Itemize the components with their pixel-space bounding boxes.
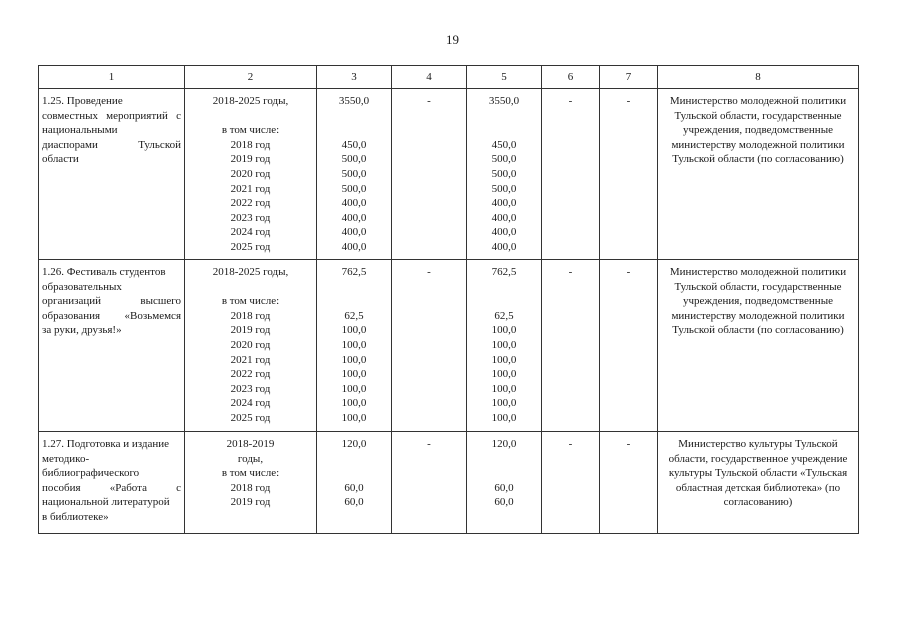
- col3-value: 400,0: [341, 197, 367, 210]
- column-header: 8: [658, 66, 859, 89]
- col3-value: 60,0: [344, 496, 364, 509]
- table-row: [39, 260, 859, 432]
- col5-value: 400,0: [491, 240, 517, 253]
- column-header: 2: [185, 66, 317, 89]
- program-table: [38, 65, 859, 534]
- event-name-cell: [39, 260, 185, 432]
- column-header: 7: [600, 66, 658, 89]
- event-name-line: совместных мероприятий с: [42, 109, 181, 122]
- col3-value: 100,0: [341, 368, 367, 381]
- event-name-line: образовательных: [42, 280, 122, 293]
- col6-cell: [542, 260, 600, 432]
- period-cell: [185, 432, 317, 534]
- header-row: [39, 66, 859, 89]
- col3-total: 120,0: [341, 438, 367, 450]
- year-label: 2018 год: [230, 138, 271, 151]
- col3-total: 3550,0: [338, 95, 370, 107]
- dash-value: -: [427, 266, 431, 278]
- period-cell: [185, 89, 317, 260]
- col7-cell: [600, 89, 658, 260]
- period-subtitle: в том числе:: [221, 467, 280, 480]
- col3-cell: [317, 432, 392, 534]
- col4-cell: [392, 260, 467, 432]
- year-label: 2021 год: [230, 353, 271, 366]
- col3-value: 100,0: [341, 397, 367, 410]
- col3-value: 100,0: [341, 382, 367, 395]
- col3-value: 500,0: [341, 167, 367, 180]
- col3-value: 100,0: [341, 353, 367, 366]
- event-name-line: диаспорами Тульской: [42, 138, 181, 151]
- period-text: годы,: [237, 452, 264, 465]
- year-label: 2019 год: [230, 324, 271, 337]
- event-name-line: библиографического: [42, 467, 140, 480]
- event-name-line: методико-: [42, 452, 90, 465]
- col3-value: 100,0: [341, 411, 367, 424]
- year-label: 2019 год: [230, 496, 271, 509]
- col5-value: 500,0: [491, 167, 517, 180]
- year-label: 2021 год: [230, 182, 271, 195]
- event-name-line: области: [42, 153, 79, 166]
- period-text: 2018-2025 годы,: [212, 266, 289, 278]
- event-name-line: национальной литературой: [42, 496, 170, 509]
- col3-value: 62,5: [344, 309, 364, 322]
- period-text: 2018-2019: [226, 438, 275, 450]
- col5-value: 400,0: [491, 226, 517, 239]
- col3-cell: [317, 260, 392, 432]
- year-label: 2019 год: [230, 153, 271, 166]
- event-name-line: 1.26. Фестиваль студентов: [42, 266, 166, 278]
- executor-text: Министерство молодежной политики Тульской области, государственные учреждения, подведомственные министерству молодежной политики Тульской области (по согласованию): [669, 266, 847, 337]
- year-label: 2024 год: [230, 226, 271, 239]
- dash-value: -: [626, 266, 631, 278]
- executor-text: Министерство молодежной политики Тульской области, государственные учреждения, подведомственные министерству молодежной политики Тульской области (по согласованию): [669, 95, 847, 166]
- year-label: 2025 год: [230, 411, 271, 424]
- col3-value: 100,0: [341, 338, 367, 351]
- dash-value: -: [626, 438, 631, 450]
- col5-value: 60,0: [494, 481, 514, 494]
- event-name-line: в библиотеке»: [42, 510, 109, 523]
- year-label: 2020 год: [230, 338, 271, 351]
- year-label: 2018 год: [230, 481, 271, 494]
- col5-value: 100,0: [491, 368, 517, 381]
- column-header: 6: [542, 66, 600, 89]
- dash-value: -: [568, 438, 573, 450]
- event-name-line: за руки, друзья!»: [42, 324, 122, 337]
- col5-value: 100,0: [491, 338, 517, 351]
- executor-cell: [658, 432, 859, 534]
- event-name-line: национальными: [42, 124, 118, 137]
- col5-value: 100,0: [491, 324, 517, 337]
- table-row: [39, 89, 859, 260]
- event-name-line: образования «Возьмемся: [42, 309, 181, 322]
- col3-value: 100,0: [341, 324, 367, 337]
- column-header: 3: [317, 66, 392, 89]
- col3-value: 450,0: [341, 138, 367, 151]
- dash-value: -: [568, 266, 573, 278]
- col3-value: 500,0: [341, 182, 367, 195]
- event-name-line: пособия «Работа с: [42, 481, 181, 494]
- dash-value: -: [568, 95, 573, 107]
- dash-value: -: [427, 95, 431, 107]
- col7-cell: [600, 260, 658, 432]
- col5-value: 400,0: [491, 197, 517, 210]
- period-text: 2018-2025 годы,: [212, 95, 289, 107]
- col5-value: 62,5: [494, 309, 514, 322]
- event-name-cell: [39, 432, 185, 534]
- col5-total: 3550,0: [488, 95, 520, 107]
- col5-value: 100,0: [491, 353, 517, 366]
- column-header: 1: [39, 66, 185, 89]
- col5-total: 762,5: [491, 266, 517, 278]
- col3-value: 400,0: [341, 226, 367, 239]
- col3-value: 400,0: [341, 211, 367, 224]
- executor-text: Министерство культуры Тульской области, государственное учреждение культуры Тульской области «Тульская областная детская библиотека» (по согласованию): [668, 438, 848, 509]
- year-label: 2022 год: [230, 368, 271, 381]
- page-number: 19: [446, 32, 459, 47]
- col3-total: 762,5: [341, 266, 367, 278]
- col4-cell: [392, 89, 467, 260]
- col5-value: 60,0: [494, 496, 514, 509]
- col5-cell: [467, 89, 542, 260]
- col5-value: 100,0: [491, 411, 517, 424]
- col5-cell: [467, 432, 542, 534]
- column-header: 5: [467, 66, 542, 89]
- col7-cell: [600, 432, 658, 534]
- col6-cell: [542, 89, 600, 260]
- year-label: 2018 год: [230, 309, 271, 322]
- year-label: 2022 год: [230, 197, 271, 210]
- dash-value: -: [626, 95, 631, 107]
- year-label: 2020 год: [230, 167, 271, 180]
- col5-value: 500,0: [491, 153, 517, 166]
- col3-value: 500,0: [341, 153, 367, 166]
- col5-cell: [467, 260, 542, 432]
- col5-value: 400,0: [491, 211, 517, 224]
- dash-value: -: [427, 438, 431, 450]
- table-row: [39, 432, 859, 534]
- event-name-line: 1.25. Проведение: [42, 95, 123, 107]
- period-cell: [185, 260, 317, 432]
- col5-value: 100,0: [491, 382, 517, 395]
- year-label: 2025 год: [230, 240, 271, 253]
- year-label: 2023 год: [230, 211, 271, 224]
- period-subtitle: в том числе:: [221, 124, 280, 137]
- period-subtitle: в том числе:: [221, 295, 280, 308]
- executor-cell: [658, 89, 859, 260]
- year-label: 2024 год: [230, 397, 271, 410]
- col3-value: 400,0: [341, 240, 367, 253]
- col6-cell: [542, 432, 600, 534]
- col5-value: 500,0: [491, 182, 517, 195]
- event-name-cell: [39, 89, 185, 260]
- col3-cell: [317, 89, 392, 260]
- year-label: 2023 год: [230, 382, 271, 395]
- col5-value: 450,0: [491, 138, 517, 151]
- executor-cell: [658, 260, 859, 432]
- col4-cell: [392, 432, 467, 534]
- col5-total: 120,0: [491, 438, 517, 450]
- col5-value: 100,0: [491, 397, 517, 410]
- column-header: 4: [392, 66, 467, 89]
- col3-value: 60,0: [344, 481, 364, 494]
- event-name-line: организаций высшего: [42, 295, 181, 308]
- event-name-line: 1.27. Подготовка и издание: [42, 438, 170, 450]
